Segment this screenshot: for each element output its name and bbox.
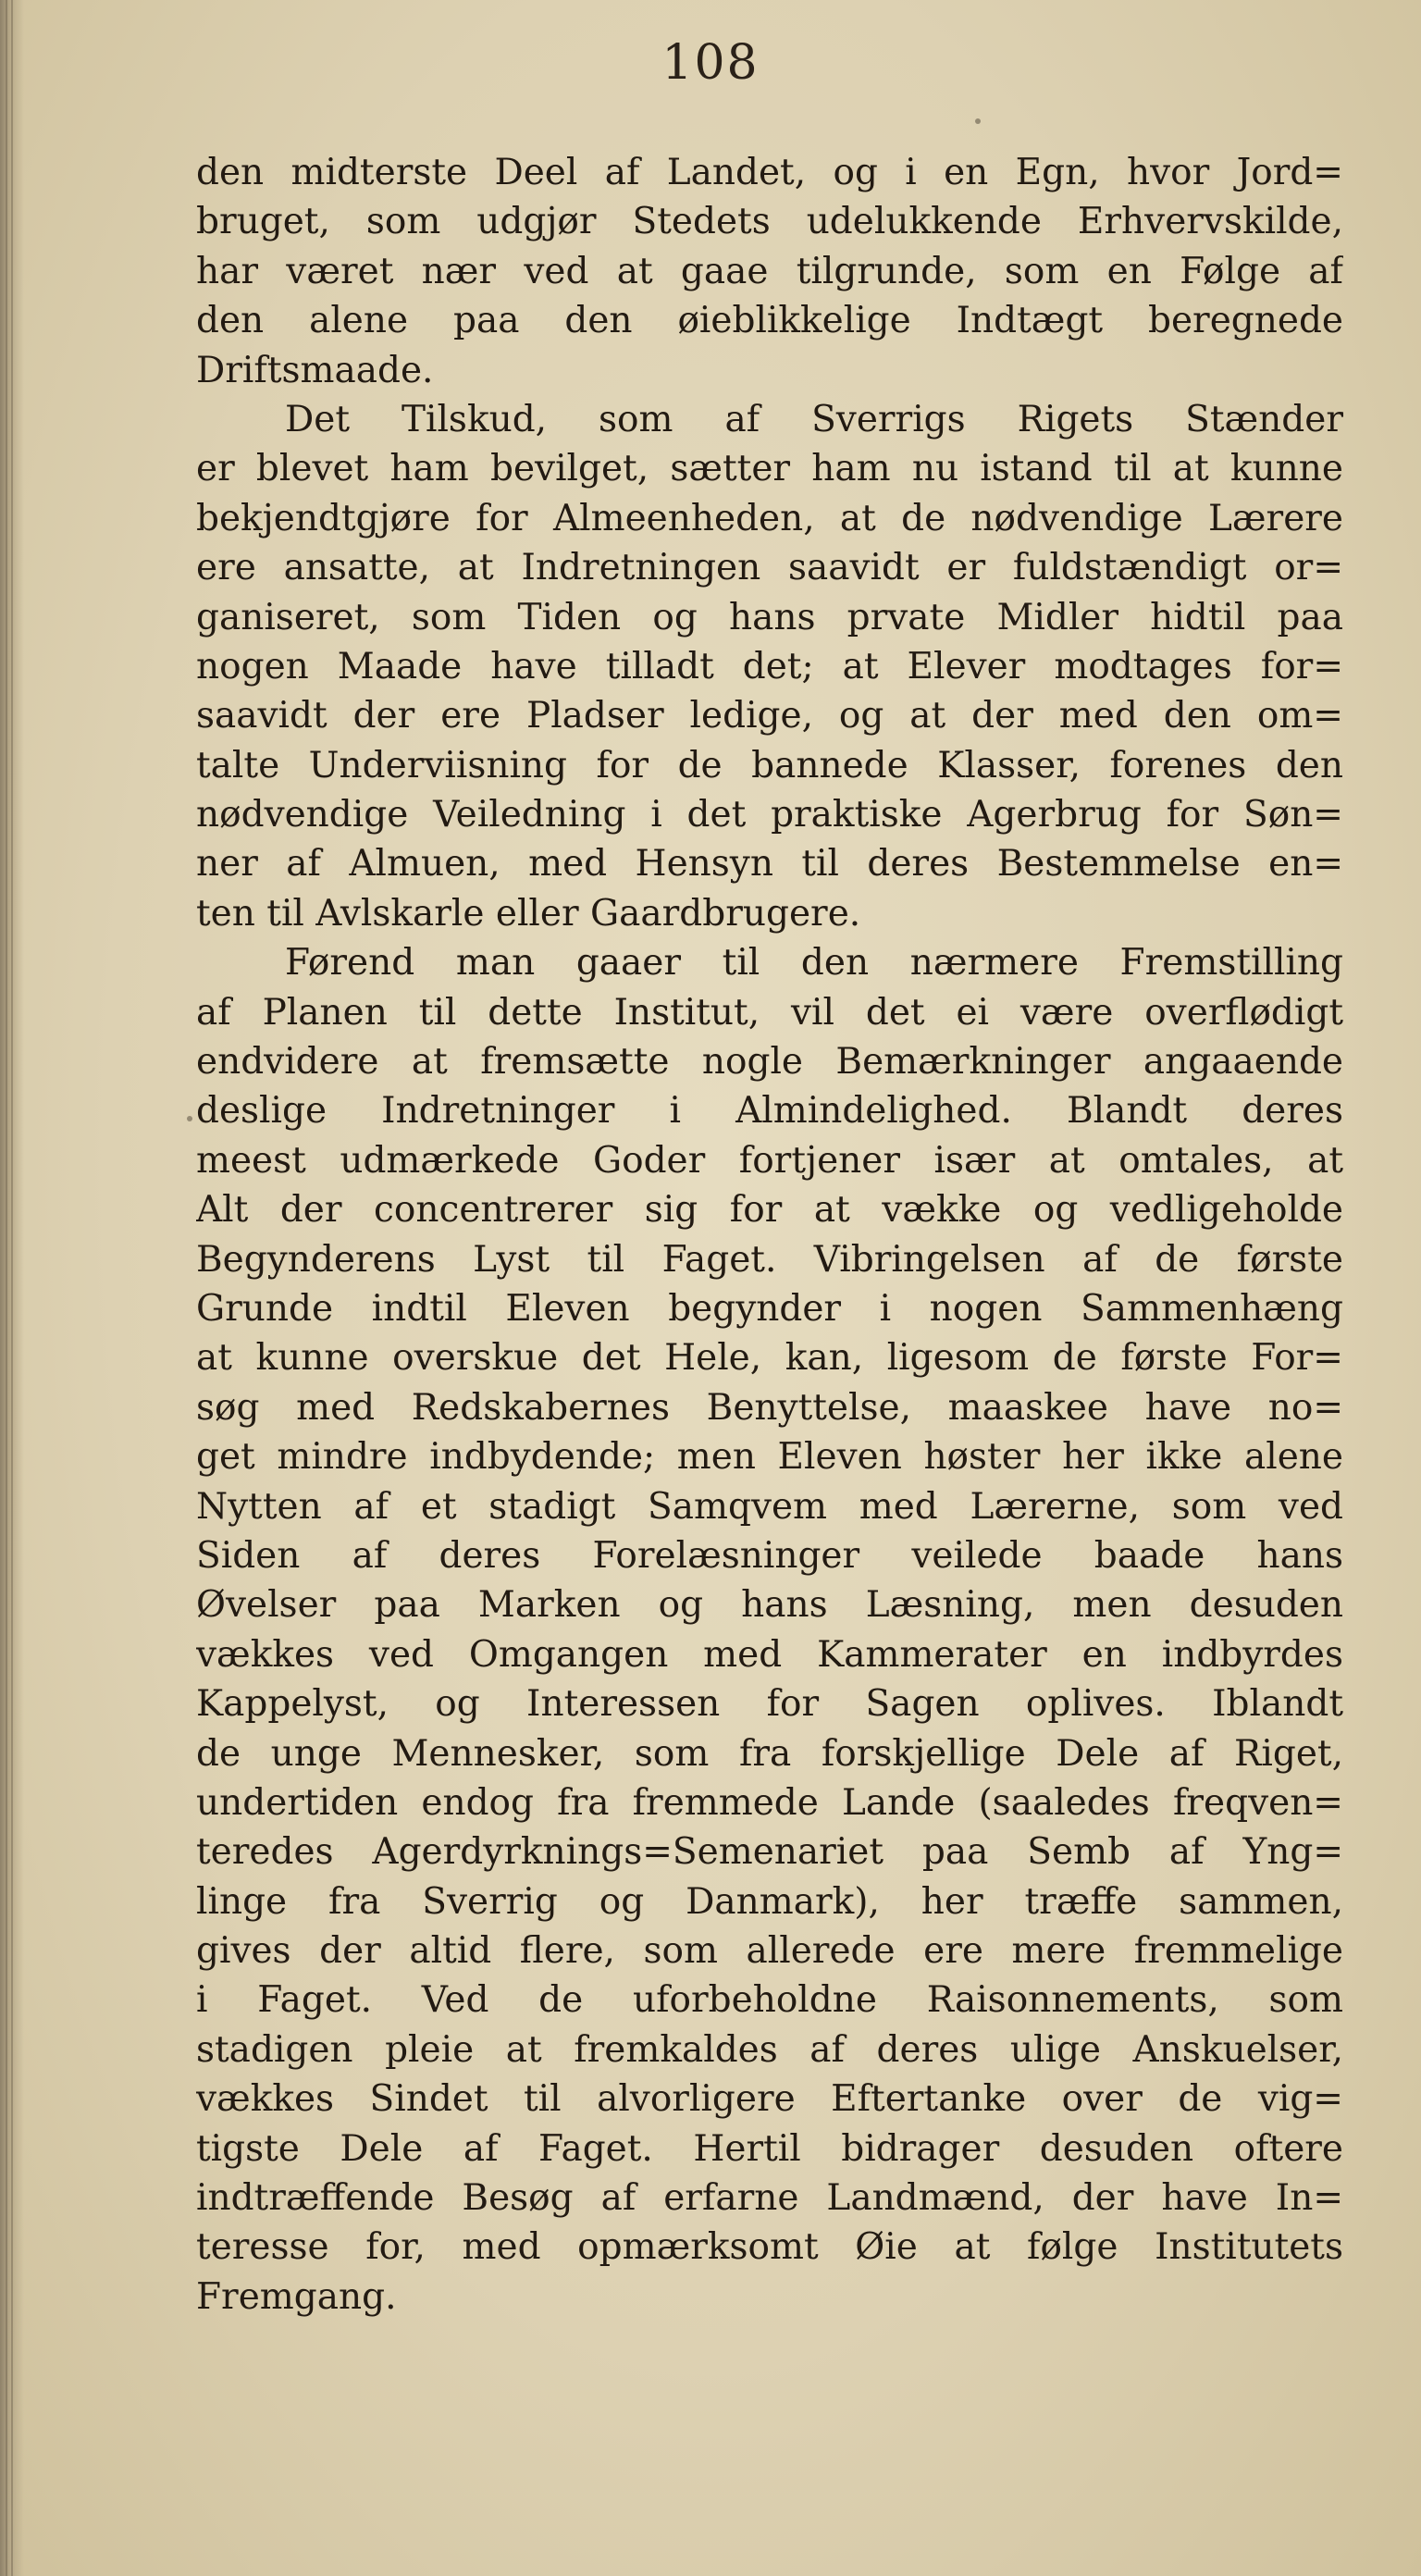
- text-line: er blevet ham bevilget, sætter ham nu istand til at kunne: [196, 448, 1343, 490]
- text-line: Driftsmaade.: [196, 349, 434, 391]
- text-line: søg med Redskabernes Benyttelse, maaskee have no=: [196, 1386, 1343, 1429]
- text-line: i Faget. Ved de uforbeholdne Raisonnements, som: [196, 1979, 1343, 2022]
- text-line: endvidere at fremsætte nogle Bemærkninger angaaende: [196, 1041, 1343, 1084]
- text-line: Grunde indtil Eleven begynder i nogen Sammenhæng: [196, 1287, 1343, 1330]
- text-line: har været nær ved at gaae tilgrunde, som en Følge af: [196, 250, 1343, 292]
- text-line: af Planen til dette Institut, vil det ei være overflødigt: [196, 991, 1343, 1034]
- text-line: get mindre indbydende; men Eleven høster her ikke alene: [196, 1436, 1343, 1479]
- text-line: Alt der concentrerer sig for at vække og vedligeholde: [196, 1189, 1343, 1232]
- text-line: Fremgang.: [196, 2275, 397, 2318]
- text-line: de unge Mennesker, som fra forskjellige Dele af Riget,: [196, 1732, 1343, 1775]
- text-line: den midterste Deel af Landet, og i en Egn, hvor Jord=: [196, 152, 1343, 193]
- text-line: ganiseret, som Tiden og hans prvate Midler hidtil paa: [196, 596, 1343, 638]
- text-line: Begynderens Lyst til Faget. Vibringelsen af de første: [196, 1238, 1343, 1281]
- text-line: ner af Almuen, med Hensyn til deres Bestemmelse en=: [196, 843, 1343, 886]
- text-line: teredes Agerdyrknings=Semenariet paa Semb af Yng=: [196, 1831, 1343, 1874]
- text-line: at kunne overskue det Hele, kan, ligesom de første For=: [196, 1337, 1343, 1380]
- text-line: Øvelser paa Marken og hans Læsning, men desuden: [196, 1584, 1343, 1627]
- body-text: [196, 148, 1343, 2322]
- text-line: ten til Avlskarle eller Gaardbrugere.: [196, 892, 861, 935]
- text-line: vækkes ved Omgangen med Kammerater en indbyrdes: [196, 1633, 1343, 1676]
- text-line: Siden af deres Forelæsninger veilede baade hans: [196, 1534, 1343, 1577]
- ink-speck: [187, 1116, 192, 1121]
- text-line: deslige Indretninger i Almindelighed. Blandt deres: [196, 1090, 1343, 1133]
- text-line: vækkes Sindet til alvorligere Eftertanke over de vig=: [196, 2078, 1343, 2121]
- text-line: nødvendige Veiledning i det praktiske Agerbrug for Søn=: [196, 794, 1343, 836]
- text-line: Kappelyst, og Interessen for Sagen oplives. Iblandt: [196, 1683, 1343, 1726]
- ink-speck: [975, 118, 981, 124]
- text-line: Nytten af et stadigt Samqvem med Lærerne, som ved: [196, 1485, 1343, 1528]
- text-line: nogen Maade have tilladt det; at Elever modtages for=: [196, 645, 1343, 687]
- text-line: teresse for, med opmærksomt Øie at følge Institutets: [196, 2226, 1343, 2269]
- text-line: bruget, som udgjør Stedets udelukkende Erhvervskilde,: [196, 201, 1343, 243]
- text-line: Det Tilskud, som af Sverrigs Rigets Stænder: [285, 398, 1343, 440]
- text-line: talte Underviisning for de bannede Klasser, forenes den: [196, 744, 1343, 786]
- text-line: undertiden endog fra fremmede Lande (saaledes freqven=: [196, 1781, 1343, 1824]
- text-line: indtræffende Besøg af erfarne Landmænd, der have In=: [196, 2177, 1343, 2220]
- text-line: saavidt der ere Pladser ledige, og at der med den om=: [196, 695, 1343, 737]
- binding-line: [6, 0, 7, 2576]
- text-line: gives der altid flere, som allerede ere mere fremmelige: [196, 1930, 1343, 1973]
- text-line: Førend man gaaer til den nærmere Fremstilling: [285, 942, 1343, 985]
- text-line: tigste Dele af Faget. Hertil bidrager desuden oftere: [196, 2127, 1343, 2170]
- text-line: bekjendtgjøre for Almeenheden, at de nødvendige Lærere: [196, 497, 1343, 539]
- text-line: meest udmærkede Goder fortjener især at omtales, at: [196, 1139, 1343, 1182]
- binding-line: [11, 0, 13, 2576]
- page-number: 108: [661, 35, 760, 91]
- text-line: ere ansatte, at Indretningen saavidt er fuldstændigt or=: [196, 547, 1343, 589]
- text-line: den alene paa den øieblikkelige Indtægt beregnede: [196, 300, 1343, 342]
- text-line: stadigen pleie at fremkaldes af deres ulige Anskuelser,: [196, 2028, 1343, 2071]
- text-line: linge fra Sverrig og Danmark), her træffe sammen,: [196, 1880, 1343, 1923]
